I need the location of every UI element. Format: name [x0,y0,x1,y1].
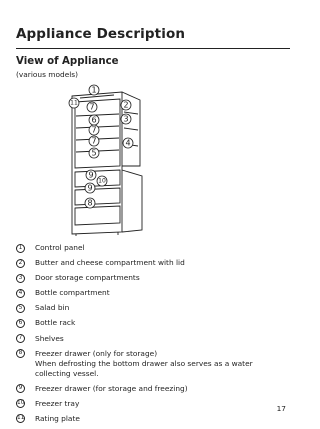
appliance-diagram [58,82,208,237]
legend-item [16,288,286,298]
legend-text: Butter and cheese compartment with lid [35,258,185,268]
callout-8: 8 [87,198,93,208]
legend-item [16,414,286,424]
legend-item [16,384,286,394]
callout-9: 9 [88,170,94,180]
legend-number: 1 [16,244,25,253]
page-title: Appliance Description [16,26,186,42]
legend-item [16,258,286,268]
legend-number: 9 [16,384,25,393]
callout-6: 6 [91,115,97,125]
legend-number: 8 [16,349,25,358]
legend-text: Freezer drawer (only for storage) When defrosting the bottom drawer also serves as a water collecting vessel. [35,348,253,378]
legend-item [16,349,286,379]
callout-1: 1 [91,85,97,95]
callout-2: 2 [123,100,129,110]
legend-text: Freezer drawer (for storage and freezing) [35,383,188,393]
legend-text: Freezer tray [35,398,80,408]
section-heading: View of Appliance [16,56,119,67]
legend-number: 2 [16,259,25,268]
legend-number: 3 [16,274,25,283]
legend-text: Shelves [35,333,64,343]
callout-11: 11 [70,99,78,107]
legend-text: Bottle compartment [35,288,110,298]
legend-item [16,303,286,313]
callout-7: 7 [91,136,97,146]
models-note: (various models) [16,70,79,79]
legend-text: Rating plate [35,413,80,423]
legend-number: 10 [17,400,25,407]
callout-7: 7 [89,102,95,112]
legend-list [16,243,286,429]
legend-text: Salad bin [35,303,70,313]
legend-number: 5 [16,304,25,313]
legend-number: 11 [17,415,25,422]
legend-text: Bottle rack [35,318,76,328]
legend-item [16,399,286,409]
legend-text: Door storage compartments [35,273,140,283]
legend-item [16,243,286,253]
legend-number: 7 [16,334,25,343]
page-number: 17 [276,404,286,413]
legend-number: 6 [16,319,25,328]
callout-9: 9 [87,183,93,193]
title-divider [16,48,290,49]
callout-5: 5 [91,148,97,158]
callout-7: 7 [91,125,97,135]
legend-number: 4 [16,289,25,298]
callout-3: 3 [123,114,129,124]
legend-item [16,318,286,328]
legend-text: Control panel [35,243,85,252]
callout-10: 10 [98,177,106,185]
legend-item [16,334,286,344]
callout-4: 4 [125,138,131,148]
legend-item [16,273,286,283]
